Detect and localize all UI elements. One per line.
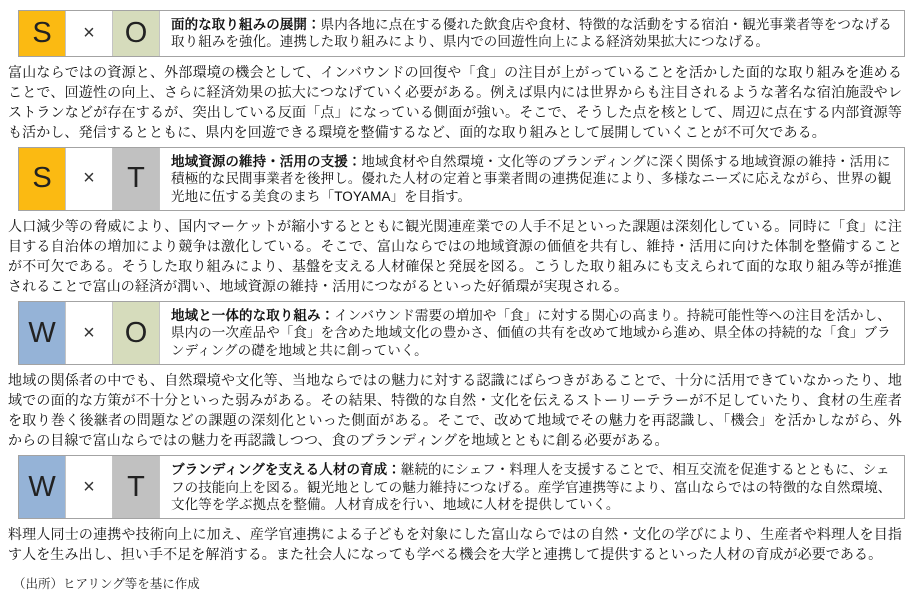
strategy-summary: 地域食材や自然環境・文化等のブランディングに深く関係する地域資源の維持・活用に積極的な民間事業者を後押し。優れた人材の定着と事業者間の連携促進により、多様なニーズに応えながら、世界の観光地に伍する美食のまち「TOYAMA」を目指す。 xyxy=(171,153,892,204)
analysis-paragraph-wt: 料理人同士の連携や技術向上に加え、産学官連携による子どもを対象にした富山ならではの自然・文化の学びにより、生産者や料理人を目指す人を生み出し、担い手不足を解消する。また社会人になっても学べる機会を大学と連携して提供するといった人材の育成が必要である。 xyxy=(8,526,902,563)
swot-letter-weakness: W xyxy=(19,302,66,364)
analysis-paragraph-wo: 地域の関係者の中でも、自然環境や文化等、当地ならではの魅力に対する認識にばらつきがあることで、十分に活用できていなかったり、地域での面的な方策が不十分といった弱みがある。その結果、特徴的な自然・文化を伝えるストーリーテラーが不足していたり、食材の生産者を取り巻く後継者の問題などの課題の深刻化といった側面がある。そこで、改めて地域でその魅力を再認識し、「機会」を活かしながら、外からの目線で富山ならではの魅力を再認識しつつ、食のブランディングを地域とともに創る必要がある。 xyxy=(8,372,902,449)
cross-symbol: × xyxy=(66,11,113,56)
swot-cross-block-wt xyxy=(18,455,905,519)
swot-letter-cells xyxy=(19,456,160,518)
strategy-title: ブランディングを支える人材の育成： xyxy=(171,462,401,478)
swot-letter-opportunity: O xyxy=(113,11,160,56)
strategy-title: 地域と一体的な取り組み： xyxy=(171,308,335,324)
swot-letter-strength: S xyxy=(19,11,66,56)
strategy-summary: 県内各地に点在する優れた飲食店や食材、特徴的な活動をする宿泊・観光事業者等をつなげる取り組みを強化。連携した取り組みにより、県内での回遊性向上による経済効果拡大につなげる。 xyxy=(171,17,892,50)
swot-letter-weakness: W xyxy=(19,456,66,518)
swot-letter-threat: T xyxy=(113,456,160,518)
strategy-description xyxy=(160,11,904,56)
swot-letter-opportunity: O xyxy=(113,302,160,364)
strategy-summary: 継続的にシェフ・料理人を支援することで、相互交流を促進するとともに、シェフの技能向上を図る。観光地としての魅力維持につなげる。産学官連携等により、富山ならではの特徴的な自然環境、文化等を学ぶ拠点を整備。人材育成を行い、地域に人材を提供していく。 xyxy=(171,462,892,513)
analysis-paragraph-so: 富山ならではの資源と、外部環境の機会として、インバウンドの回復や「食」の注目が上がっていることを活かした面的な取り組みを進めることで、回遊性の向上、さらに経済効果の拡大につなげていく必要がある。例えば県内には世界からも注目されるような著名な宿泊施設やレストランなどが存在するが、突出している反面「点」になっている側面が強い。そこで、そうした点を核として、周辺に点在する内部資源等も活かし、発信するとともに、県内を回遊できる環境を整備するなど、面的な取り組みとして展開していくことが不可欠である。 xyxy=(8,63,902,140)
swot-letter-cells xyxy=(19,11,160,56)
swot-letter-threat: T xyxy=(113,148,160,210)
swot-letter-cells xyxy=(19,148,160,210)
strategy-description xyxy=(160,148,904,210)
swot-cross-block-st xyxy=(18,147,905,211)
swot-letter-strength: S xyxy=(19,148,66,210)
source-note: （出所）ヒアリング等を基に作成 xyxy=(13,577,200,592)
swot-letter-cells xyxy=(19,302,160,364)
strategy-description xyxy=(160,302,904,364)
analysis-paragraph-st: 人口減少等の脅威により、国内マーケットが縮小するとともに観光関連産業での人手不足といった課題は深刻化している。同時に「食」に注目する自治体の増加により競争は激化している。そこで、富山ならではの地域資源の価値を共有し、維持・活用に向けた体制を整備することが不可欠である。そうした取り組みにより、基盤を支える人材確保と発展を図る。こうした取り組みにも支えられて面的な取り組み等が推進されることで富山の経済が潤い、地域資源の維持・活用につながるといった好循環が実現される。 xyxy=(8,218,902,295)
cross-symbol: × xyxy=(66,302,113,364)
strategy-summary: インバウンド需要の増加や「食」に対する関心の高まり。持続可能性等への注目を活かし、県内の一次産品や「食」を含めた地域文化の豊かさ、価値の共有を改めて地域から進め、県全体の持続的な「食」ブランディングの礎を地域と共に創っていく。 xyxy=(171,308,891,358)
cross-symbol: × xyxy=(66,456,113,518)
cross-symbol: × xyxy=(66,148,113,210)
swot-cross-block-so xyxy=(18,10,905,57)
strategy-description xyxy=(160,456,904,518)
strategy-title: 地域資源の維持・活用の支援： xyxy=(171,153,362,169)
strategy-title: 面的な取り組みの展開： xyxy=(171,17,321,32)
swot-cross-block-wo xyxy=(18,301,905,365)
